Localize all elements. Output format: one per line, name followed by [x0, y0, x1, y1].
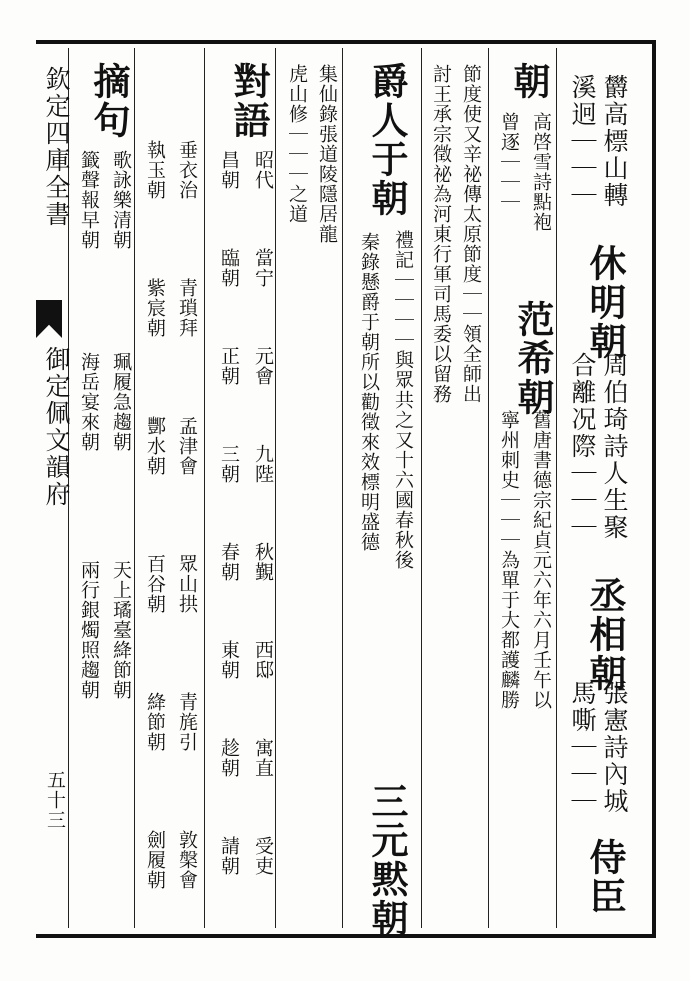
frame-right-border	[652, 40, 656, 938]
column-rule	[421, 48, 422, 928]
text-column: 討王承宗徵祕為河東行軍司馬委以留務	[430, 64, 452, 404]
text-column: 兩行銀燭照趨朝	[78, 560, 100, 700]
text-column: 元會	[252, 346, 274, 386]
text-column: 三朝	[218, 444, 240, 484]
headword: 休明朝	[583, 244, 627, 361]
text-column: 昭代	[252, 150, 274, 190]
text-column: 青瑣拜	[176, 278, 198, 338]
headword: 范希朝	[511, 300, 555, 417]
text-column: 趁朝	[218, 738, 240, 778]
text-column: 虎山修｜｜｜之道	[286, 64, 308, 224]
text-column: 酆水朝	[144, 416, 166, 476]
section-heading: 對語	[227, 62, 271, 140]
text-column: 高啓雪詩點袍	[530, 112, 552, 232]
text-column: 馬嘶｜｜｜	[568, 680, 597, 815]
column-rule	[556, 48, 557, 928]
text-column: 眾山拱	[176, 554, 198, 614]
book-title: 欽定四庫全書	[42, 66, 71, 228]
text-column: 劍履朝	[144, 830, 166, 890]
text-column: 歌詠樂清朝	[110, 150, 132, 250]
text-column: 春朝	[218, 542, 240, 582]
column-rule	[488, 48, 489, 928]
text-column: 秦錄懸爵于朝所以勸徵來效標明盛德	[358, 232, 380, 552]
text-column: 籤聲報早朝	[78, 150, 100, 250]
text-column: 青旄引	[176, 692, 198, 752]
frame-bottom-border	[36, 934, 656, 938]
text-column: 昌朝	[218, 150, 240, 190]
text-column: 執玉朝	[144, 140, 166, 200]
text-column: 百谷朝	[144, 554, 166, 614]
fish-tail-mark	[36, 300, 62, 338]
headword: 爵人于朝	[365, 62, 409, 218]
text-column: 秋覲	[252, 542, 274, 582]
text-column: 敦槃會	[176, 830, 198, 890]
text-column: 請朝	[218, 836, 240, 876]
text-column: 曾逐｜｜｜	[498, 112, 520, 212]
text-column: 集仙錄張道陵隱居龍	[316, 64, 338, 244]
work-title: 御定佩文韻府	[42, 346, 71, 508]
text-column: 當宁	[252, 248, 274, 288]
text-column: 寓直	[252, 738, 274, 778]
headword: 侍臣	[583, 838, 627, 916]
text-column: 珮履急趨朝	[110, 352, 132, 452]
text-column: 周伯琦詩人生聚	[600, 352, 629, 541]
column-rule	[204, 48, 205, 928]
text-column: 孟津會	[176, 416, 198, 476]
page-number: 五十三	[44, 770, 66, 830]
text-column: 海岳宴來朝	[78, 352, 100, 452]
headword: 朝	[507, 62, 551, 101]
text-column: 溪迥｜｜｜	[568, 74, 597, 209]
text-column: 合離况際｜｜｜	[568, 352, 597, 541]
text-column: 九陛	[252, 444, 274, 484]
text-column: 禮記｜｜｜｜與眾共之又十六國春秋後	[392, 230, 414, 570]
text-column: 張憲詩內城	[600, 680, 629, 815]
headword: 三元黙朝	[365, 782, 409, 938]
text-column: 欝高標山轉	[600, 74, 629, 209]
section-heading: 摘句	[87, 62, 131, 140]
column-rule	[342, 48, 343, 928]
text-column: 天上璚臺絳節朝	[110, 560, 132, 700]
text-column: 舊唐書德宗紀貞元六年六月壬午以	[530, 410, 552, 710]
text-column: 東朝	[218, 640, 240, 680]
text-column: 紫宸朝	[144, 278, 166, 338]
text-column: 節度使又辛祕傳太原節度｜｜領全師出	[460, 64, 482, 404]
text-column: 西邸	[252, 640, 274, 680]
text-column: 絳節朝	[144, 692, 166, 752]
text-column: 正朝	[218, 346, 240, 386]
headword: 丞相朝	[583, 576, 627, 693]
text-column: 垂衣治	[176, 140, 198, 200]
text-column: 受吏	[252, 836, 274, 876]
frame-top-border	[36, 40, 656, 44]
text-column: 臨朝	[218, 248, 240, 288]
text-column: 寧州刺史｜｜｜為單于大都護麟勝	[498, 410, 520, 710]
